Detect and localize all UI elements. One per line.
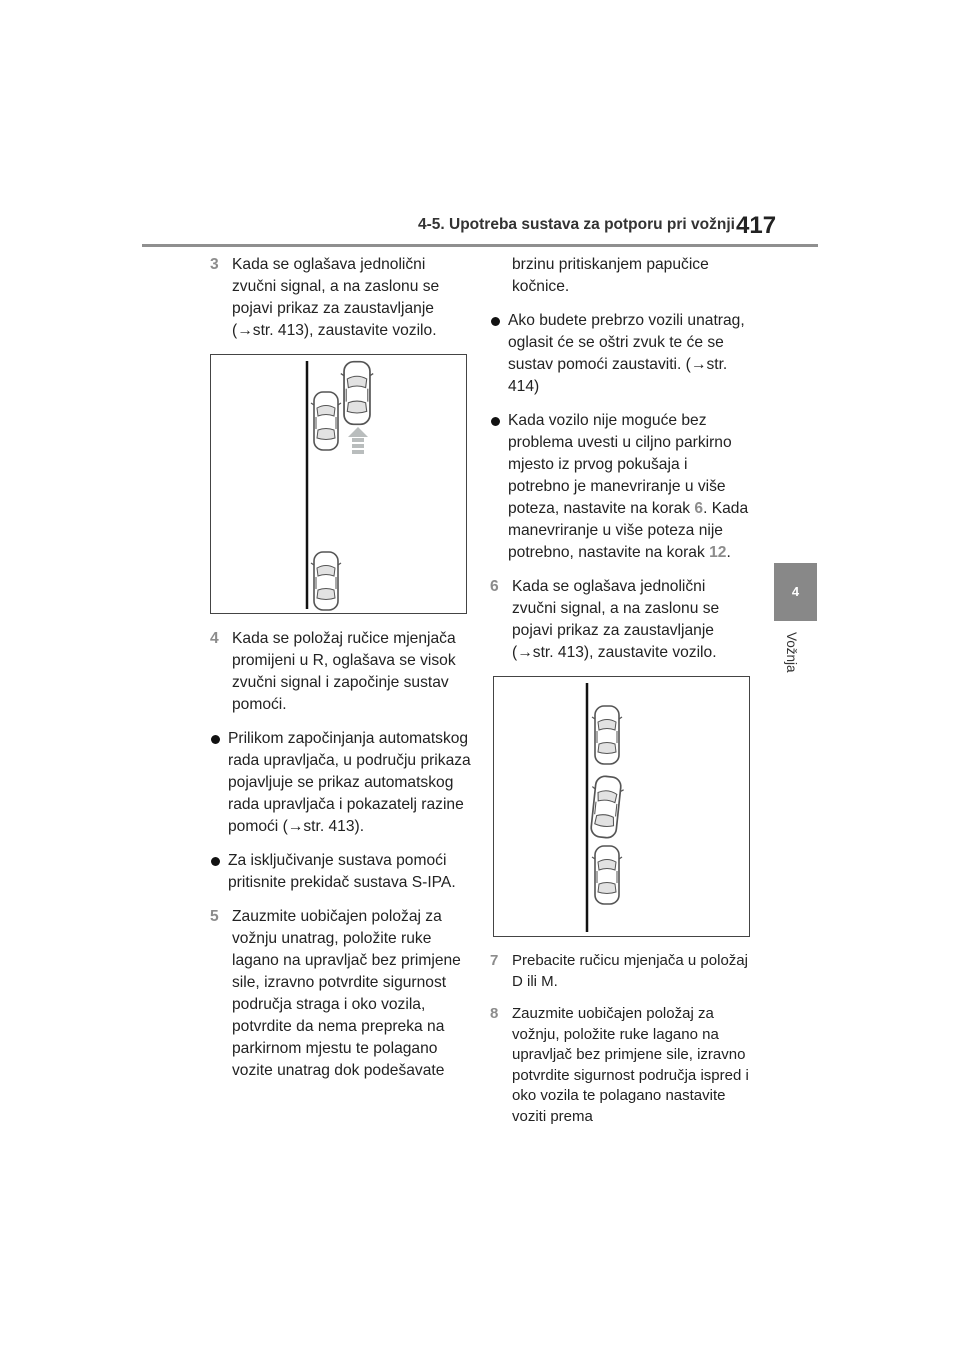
step-4 bbox=[210, 628, 472, 716]
step-number: 4 bbox=[210, 630, 219, 647]
parking-diagram bbox=[211, 355, 468, 615]
figure-forward-maneuver-stop bbox=[493, 676, 750, 937]
left-column bbox=[210, 254, 472, 1094]
step-number: 3 bbox=[210, 256, 219, 273]
bullet-text: Za isključivanje sustava pomoći pritisnite prekidač sustava S-IPA. bbox=[228, 852, 456, 891]
chapter-number: 4 bbox=[791, 584, 800, 599]
step-text: Kada se oglašava jednolični zvučni signal, a na zaslonu se pojavi prikaz za zaustavljanje (→str. 413), zaustavite vozilo. bbox=[512, 578, 720, 661]
header-divider bbox=[142, 244, 818, 247]
step-6 bbox=[490, 576, 752, 664]
bullet-automatic-steering bbox=[210, 728, 472, 838]
step-3 bbox=[210, 254, 472, 342]
bullet-reverse-too-fast bbox=[490, 310, 752, 398]
bullet-dot-icon bbox=[491, 417, 500, 426]
step-text: Prebacite ručicu mjenjača u položaj D ili M. bbox=[512, 952, 748, 990]
own-car bbox=[587, 775, 625, 839]
step-text: Zauzmite uobičajen položaj za vožnju unatrag, položite ruke lagano na upravljač bez primjene sile, izravno potvrdite sigurnost područja straga i oko vozila, potvrdite da nema prepreka na parkirnom mjestu te polagano vozite unatrag dok podešavate bbox=[232, 908, 461, 1079]
bullet-text: Kada vozilo nije moguće bez problema uvesti u ciljno parkirno mjesto iz prvog pokušaja i potrebno je manevriranje u više poteza, nastavite na korak 6. Kada manevriranje u više poteza nije potrebno, nastavite na korak 12. bbox=[508, 412, 749, 561]
step-5 bbox=[210, 906, 472, 1082]
arrow-up-icon bbox=[348, 427, 368, 454]
parking-diagram bbox=[494, 677, 751, 938]
parked-car-rear bbox=[311, 552, 341, 610]
parked-car-front bbox=[311, 392, 341, 450]
step-number: 6 bbox=[490, 578, 499, 595]
chapter-tab bbox=[774, 563, 817, 621]
bullet-disable-system bbox=[210, 850, 472, 894]
step-reference-6: 6 bbox=[694, 500, 704, 517]
parked-car-rear bbox=[592, 846, 622, 904]
step-5-continued: brzinu pritiskanjem papučice kočnice. bbox=[512, 256, 709, 295]
bullet-dot-icon bbox=[211, 735, 220, 744]
section-title: 4-5. Upotreba sustava za potporu pri vožnji bbox=[418, 216, 735, 233]
bullet-dot-icon bbox=[211, 857, 220, 866]
figure-reverse-parking-stop bbox=[210, 354, 467, 614]
bullet-text: Ako budete prebrzo vozili unatrag, oglasit će se oštri zvuk te će se sustav pomoći zaustaviti. (→str. 414) bbox=[508, 312, 745, 395]
parked-car-front bbox=[592, 706, 622, 764]
page-number: 417 bbox=[736, 212, 777, 239]
own-car bbox=[341, 362, 373, 425]
chapter-label: Vožnja bbox=[784, 632, 799, 673]
step-number: 8 bbox=[490, 1005, 499, 1022]
step-number: 5 bbox=[210, 908, 219, 925]
bullet-multi-maneuver bbox=[490, 410, 752, 564]
step-text: Kada se oglašava jednolični zvučni signal, a na zaslonu se pojavi prikaz za zaustavljanje (→str. 413), zaustavite vozilo. bbox=[232, 256, 440, 339]
bullet-dot-icon bbox=[491, 317, 500, 326]
bullet-text: Prilikom započinjanja automatskog rada upravljača, u području prikaza pojavljuje se prikaz automatskog rada upravljača i pokazatelj razine pomoći (→str. 413). bbox=[228, 730, 471, 835]
step-8 bbox=[490, 1004, 752, 1127]
step-text: Zauzmite uobičajen položaj za vožnju, položite ruke lagano na upravljač bez primjene sile, izravno potvrdite sigurnost područja ispred i oko vozila te polagano nastavite voziti prema bbox=[512, 1005, 749, 1125]
step-text: Kada se položaj ručice mjenjača promijeni u R, oglašava se visok zvučni signal i započinje sustav pomoći. bbox=[232, 630, 456, 713]
step-number: 7 bbox=[490, 952, 499, 969]
step-reference-12: 12 bbox=[709, 544, 727, 561]
right-column bbox=[490, 254, 752, 1139]
step-7 bbox=[490, 951, 752, 992]
